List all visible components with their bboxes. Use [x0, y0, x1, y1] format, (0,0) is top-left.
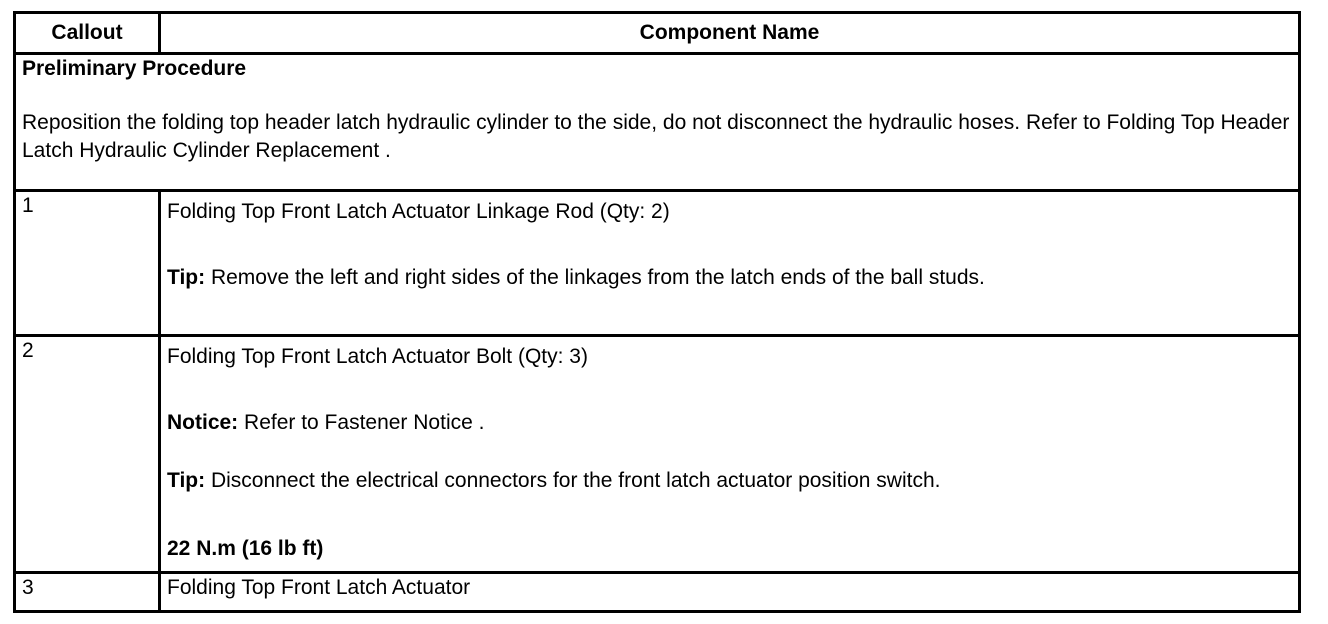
component-cell — [160, 336, 1300, 573]
component-cell — [160, 191, 1300, 336]
component-name: Folding Top Front Latch Actuator — [160, 573, 1300, 612]
callout-number: 1 — [15, 191, 160, 336]
preliminary-procedure-cell — [15, 54, 1300, 191]
table-row — [15, 573, 1300, 612]
preliminary-procedure-row — [15, 54, 1300, 191]
notice-text — [167, 409, 1292, 437]
tip-text — [167, 467, 1292, 495]
tip-body: Remove the left and right sides of the linkages from the latch ends of the ball studs. — [205, 266, 985, 289]
preliminary-procedure-text: Reposition the folding top header latch hydraulic cylinder to the side, do not disconnect the hydraulic hoses. Refer to Folding Top Header Latch Hydraulic Cylinder Replacement . — [22, 111, 1290, 162]
notice-body: Refer to Fastener Notice . — [238, 411, 485, 434]
callout-number: 3 — [15, 573, 160, 612]
procedure-table — [13, 11, 1301, 613]
table-row — [15, 336, 1300, 573]
table-row — [15, 191, 1300, 336]
callout-number: 2 — [15, 336, 160, 573]
tip-body: Disconnect the electrical connectors for the front latch actuator position switch. — [205, 469, 941, 492]
table-header-row — [15, 13, 1300, 54]
tip-text — [167, 264, 1292, 292]
callout-header: Callout — [15, 13, 160, 54]
torque-spec: 22 N.m (16 lb ft) — [167, 537, 324, 560]
tip-label: Tip: — [167, 266, 206, 289]
component-name: Folding Top Front Latch Actuator Bolt (Qty: 3) — [167, 345, 588, 368]
component-name: Folding Top Front Latch Actuator Linkage Rod (Qty: 2) — [167, 200, 670, 223]
component-name-header: Component Name — [160, 13, 1300, 54]
notice-label: Notice: — [167, 411, 239, 434]
tip-label: Tip: — [167, 469, 206, 492]
preliminary-procedure-title: Preliminary Procedure — [22, 57, 247, 80]
